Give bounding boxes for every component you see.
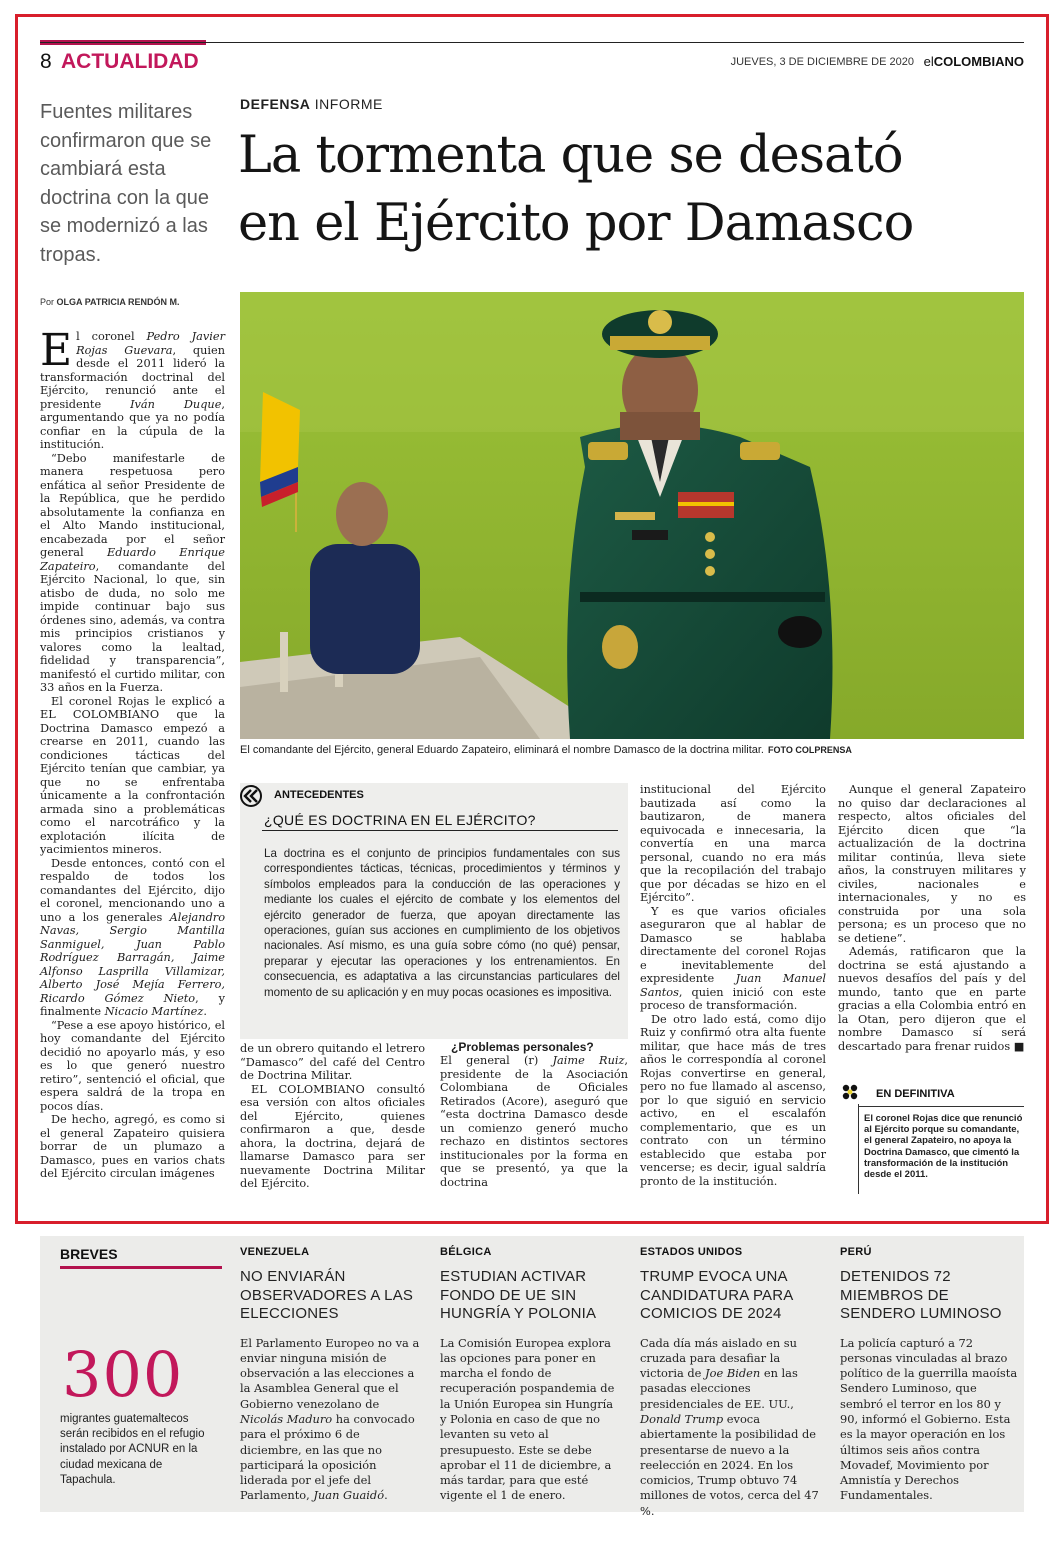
- byline-author: OLGA PATRICIA RENDÓN M.: [56, 297, 180, 307]
- paragraph: [838, 945, 1026, 1053]
- article-deck: Fuentes militares confirmaron que se cambiará esta doctrina con la que se modernizó a las tropas.: [40, 101, 212, 266]
- text-run: Desde entonces, contó con el respaldo de todos los comandantes del Ejército, dijo el coronel, mencionando uno a uno a los generales: [40, 856, 225, 924]
- paragraph: [440, 1054, 628, 1189]
- brief-peru: [840, 1246, 1020, 1504]
- text-run: .: [384, 1488, 388, 1503]
- brief-text: [640, 1336, 820, 1520]
- en-definitiva-label: EN DEFINITIVA: [876, 1088, 955, 1100]
- article-photo: [240, 292, 1024, 739]
- photo-caption: [240, 744, 1030, 756]
- dateline: JUEVES, 3 DE DICIEMBRE DE 2020: [730, 56, 914, 68]
- paragraph: [40, 452, 225, 695]
- brief-country: VENEZUELA: [240, 1246, 310, 1258]
- person-name: Alejandro Navas, Sergio Mantilla Sanmiguel, Juan Pablo Rodríguez Barragán, Jaime Alfonso Lasprilla Villamizar, Alberto José Mejía Ferrero, Ricardo Gómez Nieto: [40, 910, 225, 1005]
- brief-text: La policía capturó a 72 personas vinculadas al brazo político de la guerrilla maoísta Sendero Luminoso, que sembró el terror en los 80 y 90, informó el Gobierno. Esta es la mayor operación en los últimos seis años contra Movadef, Movimiento por Amnistía y Derechos Fundamentales.: [840, 1335, 1018, 1503]
- person-name: Nicacio Martínez: [104, 1005, 204, 1018]
- paragraph: de un obrero quitando el letrero “Damasco” del café del Centro de Doctrina Militar.: [240, 1042, 425, 1082]
- person-name: Pedro Javier Rojas Guevara: [76, 330, 226, 357]
- paragraph: Aunque el general Zapateiro no quiso dar declaraciones al respecto, altos oficiales del Ejército dicen que “la actualización de la doctrina militar continúa, lleva siete años, la construyen militares y civiles, nacionales e internacionales, y no es construida por una sola persona; es un proceso que no se detiene”.: [838, 783, 1026, 945]
- paragraph: [40, 857, 225, 1019]
- text-run: , presidente de la Asociación Colombiana de Oficiales Retirados (Acore), aseguró que “esta doctrina Damasco desde un comienzo generó mucho rechazo en distintos sectores institucionales por la forma en que se presentó, ya que la doctrina: [440, 1054, 628, 1189]
- text-run: El Parlamento Europeo no va a enviar ninguna misión de observación a las elecciones a la Asamblea General que el Gobierno venezolano de: [240, 1335, 420, 1411]
- masthead-prefix: el: [923, 54, 934, 69]
- highlight-text: migrantes guatemaltecos serán recibidos en el refugio instalado por ACNUR en la ciudad mexicana de Tapachula.: [60, 1413, 205, 1486]
- antecedentes-label: ANTECEDENTES: [274, 789, 364, 801]
- text-run: Además, ratificaron que la doctrina se está ajustando a nuevos desafíos del país y del mundo, tanto que en parte gracias a ella Colombia entró en la Otan, pero dijeron que el nombre Damasco sí será descartado para frenar ruidos: [838, 945, 1026, 1053]
- paragraph: EL COLOMBIANO consultó esa versión con altos oficiales del Ejército, quienes confirmaron a que, desde ahora, la doctrina, dejará de llamarse Damasco para ser nuevamente Doctrina Militar del Ejército.: [240, 1082, 425, 1190]
- text-run: en las pasadas elecciones presidenciales de EE. UU.,: [640, 1366, 798, 1411]
- text-run: El general (r): [440, 1054, 553, 1067]
- photo-caption-text: El comandante del Ejército, general Eduardo Zapateiro, eliminará el nombre Damasco de la doctrina militar.: [240, 744, 764, 756]
- paragraph: institucional del Ejército bautizada así como la bautizaron, de manera equivocada e innecesaria, la convertía en una marca personal, cuando no era más que la recopilación del trabajo que por décadas se hizo en el Ejército”.: [640, 783, 826, 904]
- double-chevron-icon: [240, 785, 266, 807]
- text-run: ha convocado para el próximo 6 de diciembre, en las que no participará la oposición liderada por el jefe del Parlamento,: [240, 1411, 415, 1503]
- brief-title: TRUMP EVOCA UNA CANDIDATURA PARA COMICIOS DE 2024: [640, 1268, 793, 1322]
- paragraph: [40, 325, 226, 452]
- headline-line-1: La tormenta que se desató: [238, 126, 903, 185]
- section-name: ACTUALIDAD: [61, 50, 199, 73]
- paragraph: “Pese a ese apoyo histórico, el hoy comandante del Ejército decidió no apoyarlo más, y eso es lo que generó nuestro retiro”, sentenció el oficial, que espera saldrá de la tropa en pocos días.: [40, 1018, 225, 1113]
- page-number: 8: [40, 50, 52, 73]
- article-column-4: [640, 783, 826, 1188]
- article-column-1: [40, 325, 226, 1181]
- paragraph: El coronel Rojas le explicó a EL COLOMBIANO que la Doctrina Damasco empezó a crearse en 2011, cuando las condiciones tácticas del Ejército tenían que cambiar, ya que no se enfrentaba únicamente a la confrontación armada sino a problemáticas como el narcotráfico y la explotación ilícita de yacimientos mineros.: [40, 694, 225, 856]
- article-column-5: [838, 783, 1026, 1053]
- brief-estados-unidos: [640, 1246, 820, 1519]
- en-definitiva-text: El coronel Rojas dice que renunció al Ejército porque su comandante, el general Zapateiro, no apoya la Doctrina Damasco, que cimentó la transformación de la institución desde el 2011.: [864, 1113, 1023, 1181]
- antecedentes-rule: [262, 830, 618, 831]
- article-column-3: [440, 1040, 628, 1189]
- antecedentes-text: La doctrina es el conjunto de principios fundamentales con sus correspondientes tácticas, técnicas, procedimientos y términos y símbolos empleados para la conducción de las operaciones y mediante los cuales el ejército de combate y los elementos del ejército generador de fuerza, que apoyan directamente las operaciones, guían sus acciones en cumplimiento de los objetivos nacionales. Así mismo, es una guía sobre cómo (no qué) pensar, preparar y ejecutar las operaciones y los entrenamientos. En consecuencia, es adaptativa a las circunstancias particulares del momento de su aplicación y en muy pocas ocasiones es impositiva.: [264, 847, 620, 999]
- photo-illustration: [240, 292, 1024, 739]
- text-run: , quien desde el 2011 lideró la transformación doctrinal del Ejército, renunció ante el presidente: [40, 343, 225, 411]
- kicker-section: DEFENSA: [240, 96, 311, 112]
- article-headline: [238, 122, 1038, 258]
- text-run: Y es que varios oficiales aseguraron que al hablar de Damasco se hablaba directamente del coronel Rojas e inevitablemente del expresidente: [640, 904, 826, 985]
- photo-credit: FOTO COLPRENSA: [768, 745, 852, 755]
- paragraph: De hecho, agregó, es como si el general Zapateiro quisiera borrar de un plumazo a Damasco, pues en varios chats del Ejército circulan imágenes: [40, 1113, 225, 1180]
- brief-text: La Comisión Europea explora las opciones para poner en marcha el fondo de recuperación pospandemia de la Unión Europea sin Hungría y Polonia en caso de que no levanten su veto al presupuesto. Este se debe aprobar el 11 de diciembre, a más tardar, para que esté vigente el 1 de enero.: [440, 1335, 615, 1503]
- en-definitiva-rule: [858, 1106, 1024, 1107]
- article-kicker: [240, 96, 383, 112]
- text-run: l coronel: [76, 330, 147, 343]
- article-column-2: [240, 1042, 425, 1191]
- section-subhead: ¿Problemas personales?: [451, 1040, 594, 1054]
- person-name: Iván Duque: [130, 397, 222, 411]
- text-run: Cada día más aislado en su cruzada para desafiar la victoria de: [640, 1335, 797, 1381]
- person-name: Nicolás Maduro: [240, 1411, 333, 1426]
- dropcap: E: [40, 325, 73, 376]
- person-name: Jaime Ruiz: [552, 1054, 625, 1067]
- text-run: , y finalmente: [40, 991, 225, 1018]
- antecedentes-title: ¿QUÉ ES DOCTRINA EN EL EJÉRCITO?: [264, 812, 536, 828]
- person-name: Juan Manuel Santos: [640, 972, 827, 999]
- paragraph: [640, 905, 826, 1013]
- text-run: evoca abiertamente la posibilidad de presentarse de nuevo a la reelección en 2024. En los comicios, Trump obtuvo 74 millones de votos, cerca del 47 %.: [640, 1411, 819, 1518]
- person-name: Joe Biden: [705, 1366, 761, 1381]
- brief-venezuela: [240, 1246, 420, 1504]
- highlight-number: 300: [62, 1338, 184, 1411]
- person-name: Juan Guaidó: [313, 1488, 385, 1503]
- kicker-type: INFORME: [314, 96, 383, 112]
- asterisk-badge-icon: [840, 1082, 860, 1102]
- text-run: , quien inició con este proceso de transformación.: [640, 985, 826, 1012]
- text-run: , comandante del Ejército Nacional, lo que, sin atisbo de duda, no solo me impide continuar bajo sus órdenes sino, además, va contra mis principios cristianos y valores como la lealtad, fidelidad y transparencia”, manifestó el curtido militar, con 33 años en la Fuerza.: [40, 559, 226, 694]
- breves-label: BREVES: [60, 1246, 118, 1262]
- masthead-logo: [924, 54, 1024, 69]
- brief-country: PERÚ: [840, 1246, 872, 1258]
- breves-accent-rule: [60, 1266, 222, 1269]
- headline-line-2: en el Ejército por Damasco: [238, 194, 914, 253]
- text-run: “Debo manifestarle de manera respetuosa pero enfática al señor Presidente de la República, que he perdido absolutamente la confianza en el Alto Mando institucional, encabezada por el señor general: [40, 451, 225, 559]
- brief-text: [240, 1336, 420, 1504]
- person-name: Donald Trump: [640, 1411, 724, 1426]
- brief-title: NO ENVIARÁN OBSERVADORES A LAS ELECCIONES: [240, 1268, 414, 1322]
- byline: [40, 297, 180, 307]
- text-run: , argumentando que ya no podía confiar en la cúpula de la institución.: [40, 397, 225, 451]
- masthead-name: COLOMBIANO: [933, 54, 1024, 69]
- text-run: .: [203, 1005, 207, 1018]
- header-rule: [40, 42, 1024, 43]
- person-name: Eduardo Enrique Zapateiro: [40, 546, 225, 573]
- brief-country: ESTADOS UNIDOS: [640, 1246, 743, 1258]
- en-definitiva-side-rule: [858, 1104, 859, 1194]
- brief-country: BÉLGICA: [440, 1246, 492, 1258]
- end-mark: ■: [1013, 1039, 1025, 1053]
- byline-prefix: Por: [40, 297, 55, 307]
- brief-belgica: [440, 1246, 620, 1504]
- paragraph: De otro lado está, como dijo Ruiz y confirmó otra alta fuente militar, que hace más de tres años le correspondía al coronel Rojas convertirse en general, pero no fue llamado al ascenso, por lo que siguió en servicio activo, en el escalafón complementario, que es un contrato con un término establecido que estaba por vencerse; es decir, igual saldría pronto de la institución.: [640, 1012, 826, 1188]
- brief-title: DETENIDOS 72 MIEMBROS DE SENDERO LUMINOSO: [840, 1268, 1002, 1322]
- brief-title: ESTUDIAN ACTIVAR FONDO DE UE SIN HUNGRÍA Y POLONIA: [440, 1268, 597, 1322]
